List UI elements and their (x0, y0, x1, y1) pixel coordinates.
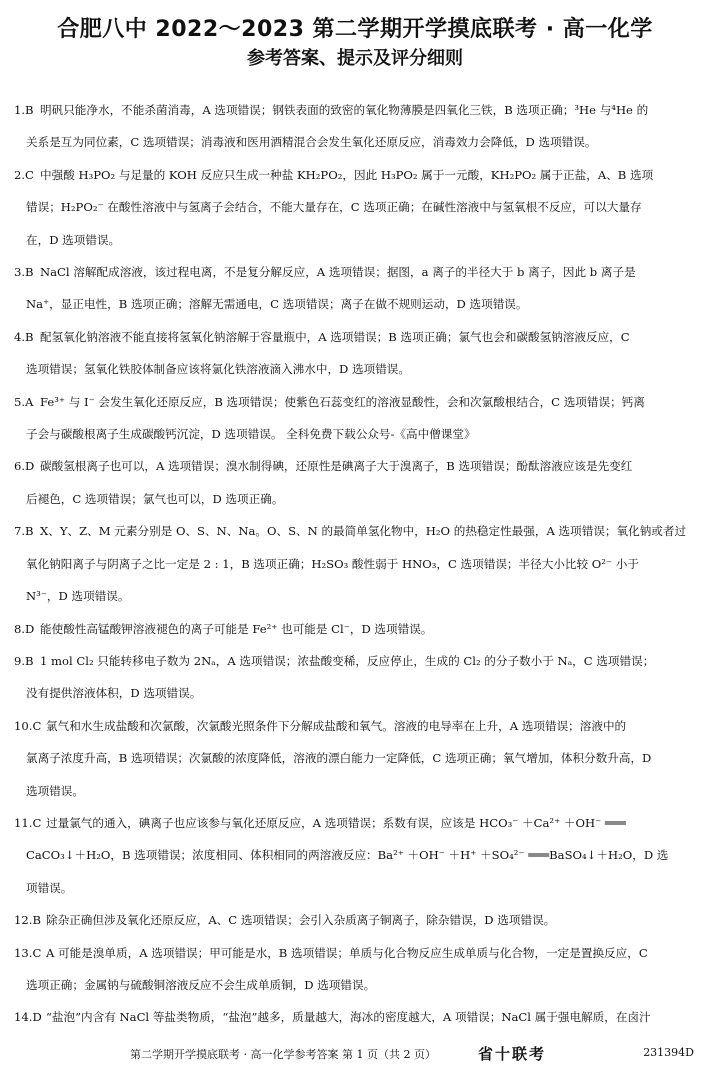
answer-item (14, 937, 696, 1002)
explanation-line: 配氢氧化钠溶液不能直接将氢氧化钠溶解于容量瓶中，A 选项错误；B 选项正确；氯气也会和碳酸氢钠溶液反应，C (40, 329, 630, 344)
answer-explanation (14, 159, 696, 256)
answer-number: 5.A (14, 394, 34, 409)
answer-number: 6.D (14, 459, 35, 474)
footer-code: 231394D (643, 1046, 694, 1059)
explanation-line: 在，D 选项错误。 (26, 232, 121, 247)
answer-item (14, 386, 696, 451)
explanation-line: 中强酸 H₃PO₂ 与足量的 KOH 反应只生成一种盐 KH₂PO₂，因此 H₃PO₂ 属于一元酸，KH₂PO₂ 属于正盐，A、B 选项 (40, 167, 654, 182)
answer-number: 2.C (14, 167, 34, 182)
answer-number: 8.D (14, 621, 35, 636)
answer-number: 13.C (14, 945, 42, 960)
answer-explanation (14, 321, 696, 386)
answer-item (14, 807, 696, 904)
explanation-line: 子会与碳酸根离子生成碳酸钙沉淀，D 选项错误。 全科免费下载公众号-《高中僧课堂》 (26, 427, 476, 442)
answer-explanation (14, 710, 696, 807)
answer-item (14, 904, 696, 936)
answer-item (14, 256, 696, 321)
explanation-line: A 可能是溴单质，A 选项错误；甲可能是水，B 选项错误；单质与化合物反应生成单质与化合物，一定是置换反应，C (46, 945, 648, 960)
explanation-line: 选项错误；氢氧化铁胶体制备应该将氯化铁溶液滴入沸水中，D 选项错误。 (26, 362, 410, 377)
explanation-line: 除杂正确但涉及氧化还原反应，A、C 选项错误；会引入杂质离子铜离子，除杂错误，D 选项错误。 (46, 913, 556, 928)
explanation-line: 选项正确；金属钠与硫酸铜溶液反应不会生成单质铜，D 选项错误。 (26, 977, 376, 992)
explanation-line: Fe³⁺ 与 I⁻ 会发生氧化还原反应，B 选项错误；使紫色石蕊变红的溶液显酸性，会和次氯酸根结合，C 选项错误；钙离 (40, 394, 645, 409)
page-title: 合肥八中 2022～2023 第二学期开学摸底联考 · 高一化学 (57, 17, 653, 42)
explanation-line: 项错误。 (26, 880, 73, 895)
explanation-line: 错误；H₂PO₂⁻ 在酸性溶液中与氢离子会结合，不能大量存在，C 选项正确；在碱性溶液中与氢氧根不反应，可以大量存 (26, 200, 642, 215)
answer-number: 11.C (14, 815, 42, 830)
explanation-line: 没有提供溶液体积，D 选项错误。 (26, 686, 202, 701)
explanation-line: 明矾只能净水，不能杀菌消毒，A 选项错误；钢铁表面的致密的氧化物薄膜是四氧化三铁，B 选项正确；³He 与⁴He 的 (40, 103, 649, 117)
answer-item (14, 710, 696, 807)
explanation-line: 选项错误。 (26, 783, 84, 798)
answer-explanation (14, 613, 696, 645)
answer-explanation (14, 256, 696, 321)
answer-explanation (14, 94, 696, 159)
explanation-line: Na⁺，显正电性，B 选项正确；溶解无需通电，C 选项错误；离子在做不规则运动，D 选项错误。 (26, 297, 528, 312)
answer-explanation (14, 450, 696, 515)
answer-list (14, 94, 696, 1034)
explanation-line: N³⁻，D 选项错误。 (26, 589, 130, 604)
answer-item (14, 450, 696, 515)
explanation-line: 氯气和水生成盐酸和次氯酸，次氯酸光照条件下分解成盐酸和氧气。溶液的电导率在上升，A 选项错误；溶液中的 (46, 718, 627, 733)
explanation-line: “盐泡”内含有 NaCl 等盐类物质，“盐泡”越多，质量越大，海冰的密度越大，A 项错误；NaCl 属于强电解质，在卤汁 (46, 1010, 651, 1025)
answer-explanation (14, 386, 696, 451)
explanation-line: 碳酸氢根离子也可以，A 选项错误；溴水制得碘，还原性是碘离子大于溴离子，B 选项错误；酚酞溶液应该是先变红 (40, 459, 633, 474)
answer-item (14, 515, 696, 612)
explanation-line: 关系是互为同位素，C 选项错误；消毒液和医用酒精混合会发生氧化还原反应，消毒效力会降低，D 选项错误。 (26, 135, 597, 150)
explanation-line: 1 mol Cl₂ 只能转移电子数为 2Nₐ，A 选项错误；浓盐酸变稀，反应停止，生成的 Cl₂ 的分子数小于 Nₐ，C 选项错误； (40, 653, 655, 668)
answer-number: 1.B (14, 103, 34, 117)
explanation-line: NaCl 溶解配成溶液，该过程电离，不是复分解反应，A 选项错误；据图，a 离子的半径大于 b 离子，因此 b 离子是 (40, 265, 636, 280)
footer-text: 第二学期开学摸底联考 · 高一化学参考答案 第 1 页（共 2 页） (130, 1048, 436, 1061)
answer-explanation (14, 515, 696, 612)
explanation-line: 氯离子浓度升高，B 选项错误；次氯酸的浓度降低，溶液的漂白能力一定降低，C 选项正确；氧气增加，体积分数升高，D (26, 751, 652, 766)
answer-item (14, 321, 696, 386)
answer-explanation (14, 645, 696, 710)
answer-explanation (14, 1001, 696, 1033)
answer-number: 12.B (14, 913, 41, 928)
answer-number: 4.B (14, 329, 34, 344)
explanation-line: X、Y、Z、M 元素分别是 O、S、N、Na。O、S、N 的最简单氢化物中，H₂O 的热稳定性最强，A 选项错误；氧化钠或者过 (40, 524, 687, 539)
answer-explanation (14, 904, 696, 936)
answer-item (14, 94, 696, 159)
answer-number: 10.C (14, 718, 42, 733)
page-subtitle: 参考答案、提示及评分细则 (247, 48, 463, 69)
answer-number: 7.B (14, 524, 34, 539)
answer-item (14, 645, 696, 710)
explanation-line: CaCO₃↓＋H₂O，B 选项错误；浓度相同、体积相同的两溶液反应：Ba²⁺ ＋OH⁻ ＋H⁺ ＋SO₄²⁻ ═══BaSO₄↓＋H₂O，D 选 (26, 848, 669, 863)
answer-number: 3.B (14, 265, 34, 280)
answer-number: 9.B (14, 653, 34, 668)
explanation-line: 能使酸性高锰酸钾溶液褪色的离子可能是 Fe²⁺ 也可能是 Cl⁻，D 选项错误。 (40, 621, 433, 636)
explanation-line: 后褪色，C 选项错误；氯气也可以，D 选项正确。 (26, 491, 284, 506)
explanation-line: 氧化钠阳离子与阴离子之比一定是 2 : 1，B 选项正确；H₂SO₃ 酸性弱于 HNO₃，C 选项错误；半径大小比较 O²⁻ 小于 (26, 556, 639, 571)
answer-item (14, 1001, 696, 1033)
answer-item (14, 613, 696, 645)
footer-brand-logo: 省十联考 (478, 1045, 547, 1063)
page-footer (0, 1044, 710, 1064)
answer-explanation (14, 937, 696, 1002)
answer-item (14, 159, 696, 256)
answer-number: 14.D (14, 1010, 42, 1025)
answer-explanation (14, 807, 696, 904)
explanation-line: 过量氯气的通入，碘离子也应该参与氧化还原反应，A 选项错误；系数有误，应该是 HCO₃⁻ ＋Ca²⁺ ＋OH⁻ ═══ (46, 815, 626, 830)
